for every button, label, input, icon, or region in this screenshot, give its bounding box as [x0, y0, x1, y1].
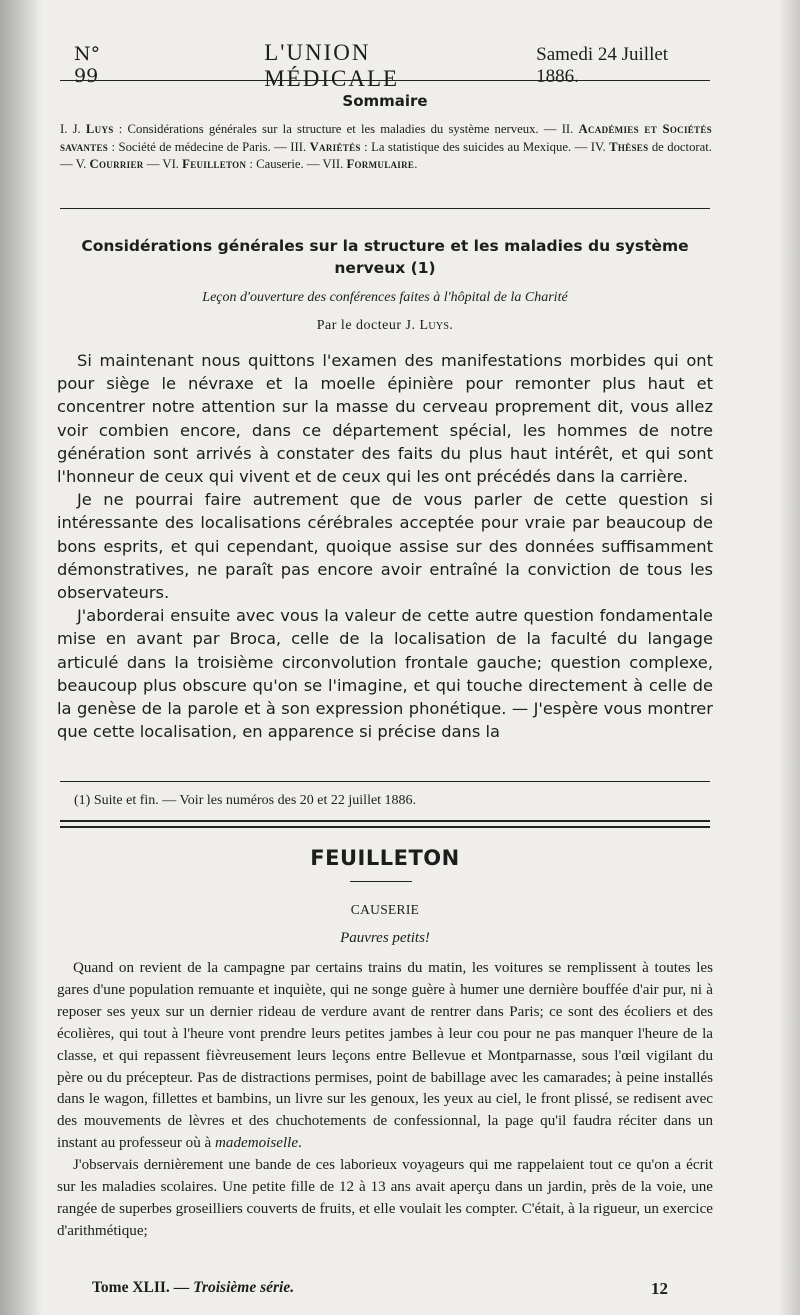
journal-title: L'UNION MÉDICALE	[264, 40, 400, 91]
page-footer	[92, 1279, 668, 1299]
feuilleton-paragraph: J'observais dernièrement une bande de ces laborieux voyageurs qui me rappelaient tout ce qu'on a écrit sur les maladies scolaires. Une petite fille de 12 à 13 ans avait aperçu dans un jardin, près de la voie, une rangée de superbes groseilliers couverts de fruits, et elle voulait les compter. C'était, à la rigueur, un exercice d'arithmétique;	[57, 1157, 713, 1239]
issue-date: Samedi 24 Juillet 1886.	[536, 44, 669, 87]
footnote-rule	[60, 781, 710, 782]
article-subtitle: Leçon d'ouverture des conférences faites à l'hôpital de la Charité	[202, 290, 568, 305]
issue-number: N° 99	[74, 43, 101, 87]
causerie-heading: CAUSERIE	[350, 902, 420, 917]
feuilleton-rule-bottom	[60, 826, 710, 828]
article-body	[57, 349, 713, 743]
article-paragraph: Si maintenant nous quittons l'examen des manifestations morbides qui ont pour siège le névraxe et la moelle épinière pour remonter plus haut et concentrer notre attention sur la masse du cerveau proprement dit, vous allez voir combien encore, dans ce département spécial, les hommes de notre génération sont arrivés à constater des faits du plus haut intérêt, et qui sont l'honneur de ceux qui vivent et de ceux qui les ont précédés dans la carrière.	[57, 351, 713, 487]
sommaire-rule	[60, 208, 710, 209]
masthead	[60, 40, 712, 91]
article-title: Considérations générales sur la structure et les maladies du système nerveux (1)	[81, 237, 689, 277]
article-paragraph: J'aborderai ensuite avec vous la valeur de cette autre question fondamentale mise en avant par Broca, celle de la localisation de la faculté du langage articulé dans la troisième circonvolution frontale gauche; question complexe, beaucoup plus obscure qu'on se l'imagine, et qui touche directement à celle de la genèse de la parole et à son expression phonétique. — J'espère vous montrer que cette localisation, en apparence si précise dans la	[57, 606, 713, 742]
article-byline: Par le docteur J. Luys.	[316, 318, 454, 333]
feuilleton-short-rule	[350, 881, 412, 882]
feuilleton-paragraph: Quand on revient de la campagne par certains trains du matin, les voitures se remplissent à toutes les gares d'une population remuante et inquiète, qui ne songe guère à humer une dernière bouffée d'air pur, ni à reposer ses yeux sur un dernier rideau de verdure avant de rentrer dans Paris; ce sont des écoliers et des écolières, qui tout à l'heure vont prendre leurs petites jambes à leur cou pour ne pas manquer l'heure de la classe, et qui repassent fièvreusement leurs leçons entre Bellevue et Montparnasse, sous l'œil vigilant du père ou du précepteur. Pas de distractions permises, point de babillage avec les camarades; à peine installés dans le wagon, fillettes et bambins, un livre sur les genoux, les yeux au ciel, le front plissé, se redisent avec des mouvements de lèvres et des chuchotements de confessionnal, la page qu'il faudra réciter dans un instant au professeur où à mademoiselle.	[57, 960, 713, 1152]
feuilleton-heading: FEUILLETON	[310, 846, 460, 870]
signature-mark: 12	[651, 1279, 668, 1298]
footnote: (1) Suite et fin. — Voir les numéros des 20 et 22 juillet 1886.	[74, 793, 417, 808]
sommaire-heading: Sommaire	[342, 92, 428, 110]
feuilleton-body	[57, 958, 713, 1243]
volume-info: Tome XLII. — Troisième série.	[92, 1279, 295, 1296]
causerie-subtitle: Pauvres petits!	[340, 930, 430, 946]
sommaire-contents: I. J. Luys : Considérations générales sur la structure et les maladies du système nerveux. — II. Académies et Sociétés savantes : Société de médecine de Paris. — III. Variétés : La statistique des suicides au Mexique. — IV. Thèses de doctorat. — V. Courrier — VI. Feuilleton : Causerie. — VII. Formulaire.	[60, 122, 712, 171]
masthead-rule	[60, 80, 710, 81]
article-paragraph: Je ne pourrai faire autrement que de vous parler de cette question si intéressante des localisations cérébrales acceptée pour vraie par beaucoup de bons esprits, et qui cependant, quoique assise sur des données suffisamment démonstratives, ne paraît pas encore avoir entraîné la conviction de tous les observateurs.	[57, 490, 713, 603]
feuilleton-rule-top	[60, 820, 710, 822]
